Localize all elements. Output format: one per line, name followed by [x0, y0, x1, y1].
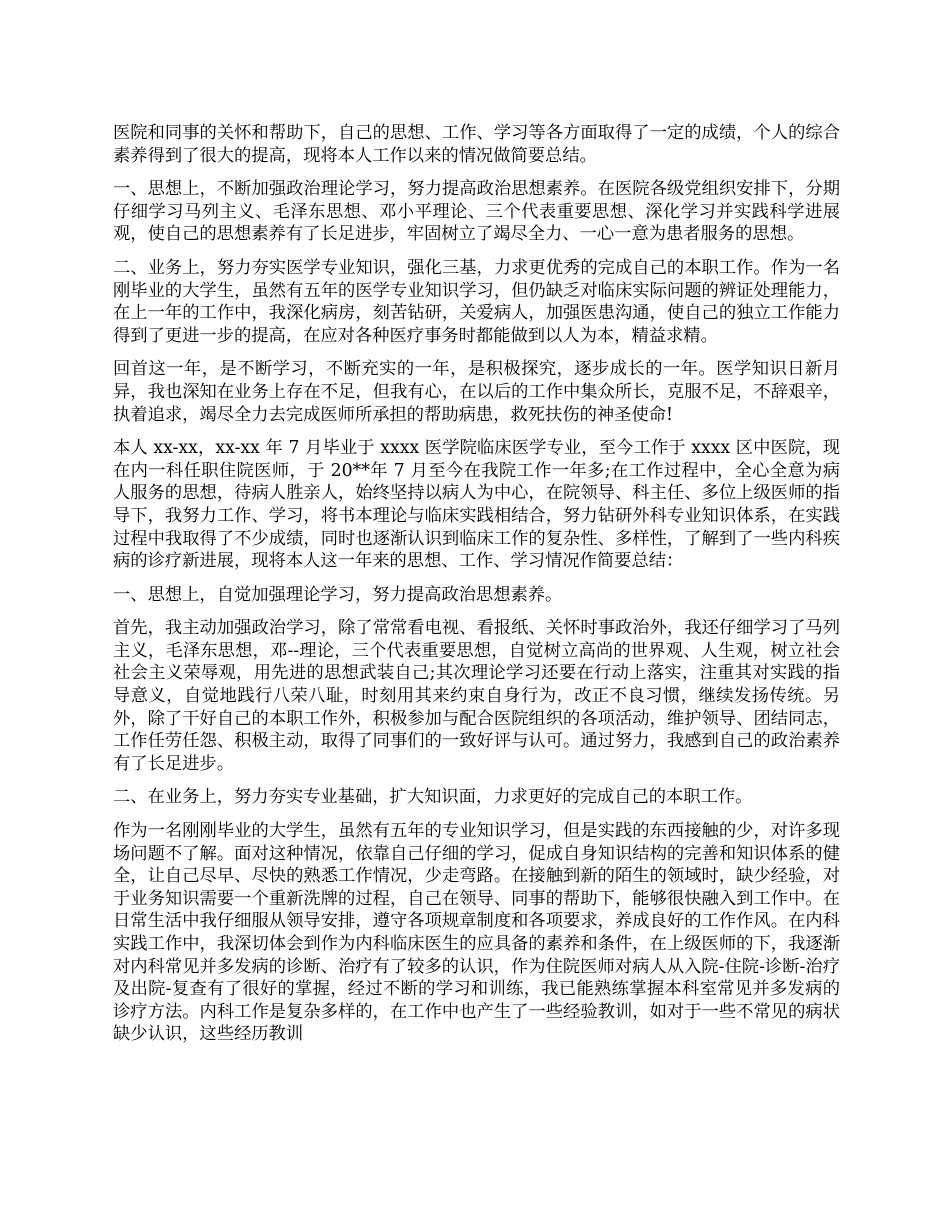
paragraph-business-1: 二、业务上，努力夯实医学专业知识，强化三基，力求更优秀的完成自己的本职工作。作为一名刚毕业的大学生，虽然有五年的医学专业知识学习，但仍缺乏对临床实际问题的辨证处理能力，在上一年的工作中，我深化病房，刻苦钻研，关爱病人，加强医患沟通，使自己的独立工作能力得到了更进一步的提高，在应对各种医疗事务时都能做到以人为本，精益求精。	[113, 257, 840, 346]
paragraph-review: 回首这一年，是不断学习，不断充实的一年，是积极探究，逐步成长的一年。医学知识日新月异，我也深知在业务上存在不足，但我有心，在以后的工作中集众所长，克服不足，不辞艰辛，执着追求，竭尽全力去完成医师所承担的帮助病患，救死扶伤的神圣使命!	[113, 359, 840, 425]
paragraph-heading-ideology: 一、思想上，自觉加强理论学习，努力提高政治思想素养。	[113, 584, 563, 605]
paragraph-self-intro: 本人 xx-xx，xx-xx 年 7 月毕业于 xxxx 医学院临床医学专业，至今工作于 xxxx 区中医院，现在内一科任职住院医师，于 20**年 7 月至今在我院工作一年多;在工作过程中，全心全意为病人服务的思想，待病人胜亲人，始终坚持以病人为中心，在院领导、科主任、多位上级医师的指导下，我努力工作、学习，将书本理论与临床实践相结合，努力钻研外科专业知识体系，在实践过程中我取得了不少成绩，同时也逐渐认识到临床工作的复杂性、多样性，了解到了一些内科疾病的诊疗新进展，现将本人这一年来的思想、工作、学习情况作简要总结：	[113, 438, 840, 572]
paragraph-business-2: 作为一名刚刚毕业的大学生，虽然有五年的专业知识学习，但是实践的东西接触的少，对许多现场问题不了解。面对这种情况，依靠自己仔细的学习，促成自身知识结构的完善和知识体系的健全，让自己尽早、尽快的熟悉工作情况，少走弯路。在接触到新的陌生的领域时，缺少经验，对于业务知识需要一个重新洗牌的过程，自己在领导、同事的帮助下，能够很快融入到工作中。在日常生活中我仔细服从领导安排，遵守各项规章制度和各项要求，养成良好的工作作风。在内科实践工作中，我深切体会到作为内科临床医生的应具备的素养和条件，在上级医师的下，我逐渐对内科常见并多发病的诊断、治疗有了较多的认识，作为住院医师对病人从入院-住院-诊断-治疗及出院-复查有了很好的掌握，经过不断的学习和训练，我已能熟练掌握本科室常见并多发病的诊疗方法。内科工作是复杂多样的，在工作中也产生了一些经验教训，如对于一些不常见的病状缺少认识，这些经历教训	[113, 821, 840, 1045]
paragraph-heading-business: 二、在业务上，努力夯实专业基础，扩大知识面，力求更好的完成自己的本职工作。	[113, 787, 753, 808]
paragraph-ideology-2: 首先，我主动加强政治学习，除了常常看电视、看报纸、关怀时事政治外，我还仔细学习了马列主义，毛泽东思想，邓--理论，三个代表重要思想，自觉树立高尚的世界观、人生观，树立社会社会主义荣辱观，用先进的思想武装自己;其次理论学习还要在行动上落实，注重其对实践的指导意义，自觉地践行八荣八耻，时刻用其来约束自身行为，改正不良习惯，继续发扬传统。另外，除了干好自己的本职工作外，积极参加与配合医院组织的各项活动，维护领导、团结同志，工作任劳任怨、积极主动，取得了同事们的一致好评与认可。通过努力，我感到自己的政治素养有了长足进步。	[113, 618, 840, 774]
paragraph-intro: 医院和同事的关怀和帮助下，自己的思想、工作、学习等各方面取得了一定的成绩，个人的综合素养得到了很大的提高，现将本人工作以来的情况做简要总结。	[113, 123, 840, 166]
paragraph-ideology-1: 一、思想上，不断加强政治理论学习，努力提高政治思想素养。在医院各级党组织安排下，分期仔细学习马列主义、毛泽东思想、邓小平理论、三个代表重要思想、深化学习并实践科学进展观，使自己的思想素养有了长足进步，牢固树立了竭尽全力、一心一意为患者服务的思想。	[113, 179, 840, 245]
document-body	[113, 122, 840, 1057]
